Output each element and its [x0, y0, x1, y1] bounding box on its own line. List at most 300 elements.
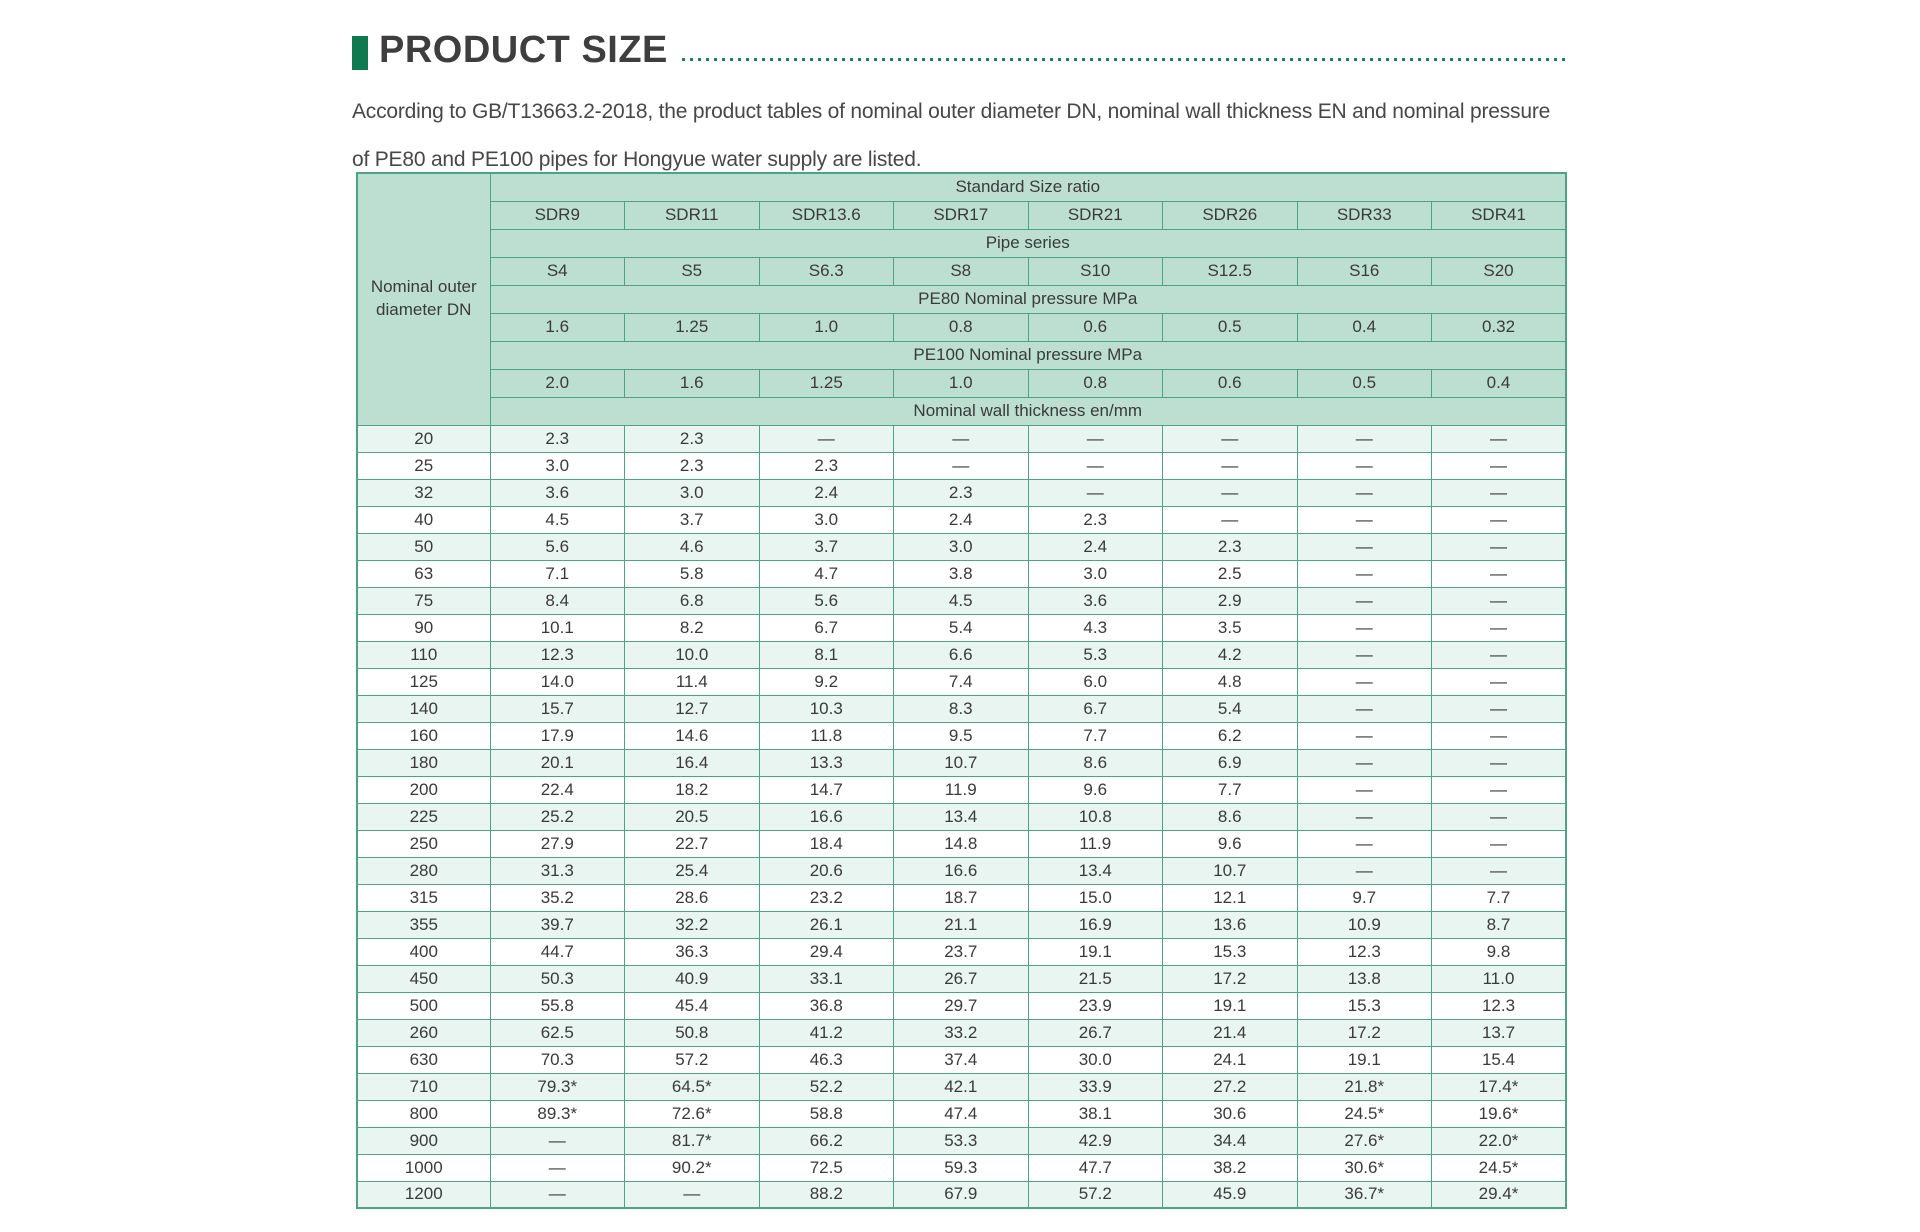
column-header-cell: 0.5 [1297, 369, 1432, 397]
value-cell: 33.2 [894, 1019, 1029, 1046]
column-header-cell: 1.0 [759, 313, 894, 341]
value-cell: 18.7 [894, 884, 1029, 911]
value-cell: 2.9 [1163, 587, 1298, 614]
value-cell: — [1297, 722, 1432, 749]
value-cell: 3.8 [894, 560, 1029, 587]
value-cell: 42.1 [894, 1073, 1029, 1100]
value-cell: 3.7 [625, 506, 760, 533]
value-cell: 44.7 [490, 938, 625, 965]
table-row [357, 587, 1566, 614]
value-cell: 62.5 [490, 1019, 625, 1046]
value-cell: 17.9 [490, 722, 625, 749]
value-cell: 20.6 [759, 857, 894, 884]
value-cell: 16.4 [625, 749, 760, 776]
column-header-cell: 0.8 [1028, 369, 1163, 397]
value-cell: 10.8 [1028, 803, 1163, 830]
value-cell: — [625, 1181, 760, 1208]
value-cell: 11.4 [625, 668, 760, 695]
value-cell: 26.1 [759, 911, 894, 938]
value-cell: — [1297, 695, 1432, 722]
value-cell: 6.6 [894, 641, 1029, 668]
value-cell: 6.9 [1163, 749, 1298, 776]
value-cell: 17.2 [1163, 965, 1298, 992]
value-cell: 3.0 [1028, 560, 1163, 587]
value-cell: — [1432, 533, 1567, 560]
dn-cell: 125 [357, 668, 490, 695]
value-cell: 28.6 [625, 884, 760, 911]
table-row [357, 803, 1566, 830]
value-cell: 21.5 [1028, 965, 1163, 992]
value-cell: 88.2 [759, 1181, 894, 1208]
value-cell: 26.7 [894, 965, 1029, 992]
header-row [357, 369, 1566, 397]
value-cell: 20.5 [625, 803, 760, 830]
dn-cell: 25 [357, 452, 490, 479]
table-row [357, 911, 1566, 938]
table-row [357, 1181, 1566, 1208]
value-cell: 13.4 [1028, 857, 1163, 884]
value-cell: 25.2 [490, 803, 625, 830]
value-cell: 2.3 [1163, 533, 1298, 560]
column-header-cell: 2.0 [490, 369, 625, 397]
value-cell: 21.4 [1163, 1019, 1298, 1046]
band-header-cell: Standard Size ratio [490, 173, 1566, 201]
value-cell: 24.1 [1163, 1046, 1298, 1073]
dn-cell: 280 [357, 857, 490, 884]
value-cell: 12.1 [1163, 884, 1298, 911]
value-cell: 17.2 [1297, 1019, 1432, 1046]
value-cell: 45.4 [625, 992, 760, 1019]
value-cell: 6.8 [625, 587, 760, 614]
value-cell: 4.2 [1163, 641, 1298, 668]
value-cell: 10.7 [1163, 857, 1298, 884]
value-cell: — [1163, 479, 1298, 506]
dn-cell: 1000 [357, 1154, 490, 1181]
value-cell: 2.5 [1163, 560, 1298, 587]
value-cell: — [1432, 560, 1567, 587]
value-cell: — [1432, 452, 1567, 479]
table-row [357, 749, 1566, 776]
band-header-cell: PE100 Nominal pressure MPa [490, 341, 1566, 369]
value-cell: 42.9 [1028, 1127, 1163, 1154]
value-cell: 58.8 [759, 1100, 894, 1127]
table-row [357, 560, 1566, 587]
dn-cell: 140 [357, 695, 490, 722]
value-cell: 72.6* [625, 1100, 760, 1127]
value-cell: 41.2 [759, 1019, 894, 1046]
dn-cell: 450 [357, 965, 490, 992]
column-header-cell: 1.0 [894, 369, 1029, 397]
value-cell: 36.7* [1297, 1181, 1432, 1208]
value-cell: 31.3 [490, 857, 625, 884]
column-header-cell: SDR41 [1432, 201, 1567, 229]
value-cell: 66.2 [759, 1127, 894, 1154]
value-cell: — [1028, 452, 1163, 479]
column-header-cell: 1.25 [759, 369, 894, 397]
table-row [357, 830, 1566, 857]
value-cell: 13.8 [1297, 965, 1432, 992]
value-cell: 15.0 [1028, 884, 1163, 911]
value-cell: — [490, 1127, 625, 1154]
table-row [357, 1154, 1566, 1181]
value-cell: 29.4* [1432, 1181, 1567, 1208]
value-cell: 72.5 [759, 1154, 894, 1181]
value-cell: 19.1 [1163, 992, 1298, 1019]
value-cell: — [894, 452, 1029, 479]
product-size-table [356, 172, 1567, 1209]
value-cell: — [1432, 425, 1567, 452]
value-cell: 23.2 [759, 884, 894, 911]
column-header-cell: 1.6 [490, 313, 625, 341]
value-cell: 67.9 [894, 1181, 1029, 1208]
value-cell: — [894, 425, 1029, 452]
value-cell: — [1297, 803, 1432, 830]
value-cell: 3.0 [625, 479, 760, 506]
value-cell: 33.1 [759, 965, 894, 992]
column-header-cell: 0.5 [1163, 313, 1298, 341]
column-header-cell: SDR13.6 [759, 201, 894, 229]
value-cell: — [1432, 587, 1567, 614]
table-row [357, 479, 1566, 506]
value-cell: 18.2 [625, 776, 760, 803]
value-cell: 2.3 [894, 479, 1029, 506]
band-header-cell: PE80 Nominal pressure MPa [490, 285, 1566, 313]
value-cell: 45.9 [1163, 1181, 1298, 1208]
value-cell: 10.3 [759, 695, 894, 722]
value-cell: 3.7 [759, 533, 894, 560]
value-cell: 19.6* [1432, 1100, 1567, 1127]
value-cell: 38.1 [1028, 1100, 1163, 1127]
value-cell: 16.6 [894, 857, 1029, 884]
dn-cell: 315 [357, 884, 490, 911]
column-header-cell: 1.6 [625, 369, 760, 397]
value-cell: 7.1 [490, 560, 625, 587]
table-row [357, 533, 1566, 560]
dn-cell: 110 [357, 641, 490, 668]
value-cell: — [1297, 641, 1432, 668]
value-cell: 2.3 [490, 425, 625, 452]
title-accent-bar [352, 36, 368, 70]
value-cell: 70.3 [490, 1046, 625, 1073]
value-cell: 23.9 [1028, 992, 1163, 1019]
value-cell: 47.4 [894, 1100, 1029, 1127]
value-cell: 30.0 [1028, 1046, 1163, 1073]
column-header-cell: 0.6 [1163, 369, 1298, 397]
column-header-cell: 0.4 [1432, 369, 1567, 397]
value-cell: 14.7 [759, 776, 894, 803]
value-cell: — [1432, 668, 1567, 695]
intro-paragraph [352, 88, 1612, 184]
table-row [357, 857, 1566, 884]
table-row [357, 695, 1566, 722]
dn-cell: 630 [357, 1046, 490, 1073]
value-cell: — [1163, 506, 1298, 533]
value-cell: 5.8 [625, 560, 760, 587]
value-cell: — [1297, 668, 1432, 695]
value-cell: 36.8 [759, 992, 894, 1019]
dn-cell: 32 [357, 479, 490, 506]
band-header-cell: Nominal wall thickness en/mm [490, 397, 1566, 425]
value-cell: 6.0 [1028, 668, 1163, 695]
value-cell: 19.1 [1028, 938, 1163, 965]
dn-cell: 900 [357, 1127, 490, 1154]
value-cell: — [1297, 533, 1432, 560]
value-cell: 18.4 [759, 830, 894, 857]
value-cell: 55.8 [490, 992, 625, 1019]
value-cell: 21.1 [894, 911, 1029, 938]
value-cell: 37.4 [894, 1046, 1029, 1073]
value-cell: 5.6 [490, 533, 625, 560]
value-cell: 7.7 [1028, 722, 1163, 749]
dotted-rule [682, 58, 1568, 61]
value-cell: 17.4* [1432, 1073, 1567, 1100]
dn-cell: 50 [357, 533, 490, 560]
column-header-cell: S5 [625, 257, 760, 285]
column-header-cell: 0.32 [1432, 313, 1567, 341]
value-cell: 14.6 [625, 722, 760, 749]
value-cell: 9.6 [1163, 830, 1298, 857]
column-header-cell: 0.6 [1028, 313, 1163, 341]
value-cell: 2.3 [1028, 506, 1163, 533]
value-cell: 12.7 [625, 695, 760, 722]
value-cell: 13.3 [759, 749, 894, 776]
value-cell: 6.7 [1028, 695, 1163, 722]
value-cell: — [1297, 614, 1432, 641]
section-header [352, 26, 1568, 70]
value-cell: 14.0 [490, 668, 625, 695]
value-cell: 9.5 [894, 722, 1029, 749]
value-cell: 29.7 [894, 992, 1029, 1019]
value-cell: — [1028, 425, 1163, 452]
value-cell: 11.8 [759, 722, 894, 749]
value-cell: 47.7 [1028, 1154, 1163, 1181]
table-row [357, 1100, 1566, 1127]
value-cell: — [490, 1154, 625, 1181]
value-cell: 50.8 [625, 1019, 760, 1046]
value-cell: 5.3 [1028, 641, 1163, 668]
band-header-cell: Pipe series [490, 229, 1566, 257]
value-cell: — [1432, 614, 1567, 641]
column-header-cell: 0.8 [894, 313, 1029, 341]
value-cell: 24.5* [1297, 1100, 1432, 1127]
value-cell: 21.8* [1297, 1073, 1432, 1100]
value-cell: 14.8 [894, 830, 1029, 857]
dn-cell: 225 [357, 803, 490, 830]
dn-cell: 355 [357, 911, 490, 938]
value-cell: — [1297, 749, 1432, 776]
value-cell: — [1432, 830, 1567, 857]
value-cell: — [1297, 560, 1432, 587]
value-cell: 7.7 [1432, 884, 1567, 911]
value-cell: — [1163, 452, 1298, 479]
value-cell: — [1297, 776, 1432, 803]
value-cell: 4.6 [625, 533, 760, 560]
header-row [357, 341, 1566, 369]
page-title: PRODUCT SIZE [379, 29, 668, 71]
header-row [357, 257, 1566, 285]
column-header-cell: S16 [1297, 257, 1432, 285]
value-cell: 4.5 [490, 506, 625, 533]
table-row [357, 452, 1566, 479]
header-row [357, 285, 1566, 313]
column-header-cell: 0.4 [1297, 313, 1432, 341]
column-header-cell: SDR17 [894, 201, 1029, 229]
value-cell: 3.0 [894, 533, 1029, 560]
value-cell: 4.5 [894, 587, 1029, 614]
dn-cell: 260 [357, 1019, 490, 1046]
value-cell: 3.0 [490, 452, 625, 479]
value-cell: 16.9 [1028, 911, 1163, 938]
value-cell: 19.1 [1297, 1046, 1432, 1073]
table-row [357, 722, 1566, 749]
value-cell: — [1297, 506, 1432, 533]
value-cell: 32.2 [625, 911, 760, 938]
value-cell: 7.7 [1163, 776, 1298, 803]
value-cell: 64.5* [625, 1073, 760, 1100]
table-row [357, 425, 1566, 452]
value-cell: 10.1 [490, 614, 625, 641]
value-cell: 15.3 [1297, 992, 1432, 1019]
value-cell: — [1432, 695, 1567, 722]
column-header-cell: S10 [1028, 257, 1163, 285]
column-header-cell: S8 [894, 257, 1029, 285]
value-cell: — [1432, 641, 1567, 668]
dn-cell: 1200 [357, 1181, 490, 1208]
value-cell: — [1163, 425, 1298, 452]
column-header-cell: SDR11 [625, 201, 760, 229]
table-row [357, 1019, 1566, 1046]
column-header-cell: SDR33 [1297, 201, 1432, 229]
value-cell: 3.0 [759, 506, 894, 533]
value-cell: 8.7 [1432, 911, 1567, 938]
dn-cell: 250 [357, 830, 490, 857]
table-body [357, 425, 1566, 1208]
value-cell: 5.6 [759, 587, 894, 614]
value-cell: 4.3 [1028, 614, 1163, 641]
value-cell: 40.9 [625, 965, 760, 992]
table-row [357, 992, 1566, 1019]
table-row [357, 1127, 1566, 1154]
column-header-cell: S6.3 [759, 257, 894, 285]
value-cell: 59.3 [894, 1154, 1029, 1181]
header-row [357, 201, 1566, 229]
header-row [357, 313, 1566, 341]
value-cell: 16.6 [759, 803, 894, 830]
value-cell: 13.7 [1432, 1019, 1567, 1046]
table-header [357, 173, 1566, 425]
value-cell: — [1297, 587, 1432, 614]
value-cell: 12.3 [1297, 938, 1432, 965]
value-cell: 8.6 [1163, 803, 1298, 830]
value-cell: 6.2 [1163, 722, 1298, 749]
table-row [357, 965, 1566, 992]
table-row [357, 668, 1566, 695]
value-cell: 2.4 [1028, 533, 1163, 560]
product-size-table-wrapper [356, 172, 1567, 1209]
dn-cell: 40 [357, 506, 490, 533]
value-cell: — [759, 425, 894, 452]
dn-cell: 75 [357, 587, 490, 614]
value-cell: 8.3 [894, 695, 1029, 722]
value-cell: — [1432, 722, 1567, 749]
value-cell: 11.0 [1432, 965, 1567, 992]
value-cell: 24.5* [1432, 1154, 1567, 1181]
intro-line-1: According to GB/T13663.2-2018, the product tables of nominal outer diameter DN, nominal wall thickness EN and nominal pressure [352, 100, 1551, 123]
dn-cell: 63 [357, 560, 490, 587]
value-cell: 3.5 [1163, 614, 1298, 641]
value-cell: 27.9 [490, 830, 625, 857]
value-cell: 20.1 [490, 749, 625, 776]
dn-cell: 800 [357, 1100, 490, 1127]
table-row [357, 776, 1566, 803]
value-cell: 27.2 [1163, 1073, 1298, 1100]
table-row [357, 506, 1566, 533]
value-cell: 11.9 [894, 776, 1029, 803]
dn-cell: 20 [357, 425, 490, 452]
value-cell: 29.4 [759, 938, 894, 965]
intro-line-2: of PE80 and PE100 pipes for Hongyue water supply are listed. [352, 148, 922, 171]
value-cell: 10.9 [1297, 911, 1432, 938]
value-cell: 13.4 [894, 803, 1029, 830]
value-cell: — [1028, 479, 1163, 506]
value-cell: 8.4 [490, 587, 625, 614]
dn-cell: 400 [357, 938, 490, 965]
value-cell: — [1297, 830, 1432, 857]
dn-cell: 160 [357, 722, 490, 749]
value-cell: 9.6 [1028, 776, 1163, 803]
value-cell: 10.0 [625, 641, 760, 668]
dn-cell: 710 [357, 1073, 490, 1100]
table-row [357, 641, 1566, 668]
value-cell: 33.9 [1028, 1073, 1163, 1100]
value-cell: 2.3 [759, 452, 894, 479]
value-cell: — [1432, 803, 1567, 830]
value-cell: 5.4 [1163, 695, 1298, 722]
value-cell: 22.7 [625, 830, 760, 857]
value-cell: 34.4 [1163, 1127, 1298, 1154]
table-row [357, 1046, 1566, 1073]
value-cell: — [1432, 749, 1567, 776]
value-cell: 2.3 [625, 452, 760, 479]
value-cell: 3.6 [490, 479, 625, 506]
column-header-cell: S12.5 [1163, 257, 1298, 285]
value-cell: — [1432, 857, 1567, 884]
dn-cell: 90 [357, 614, 490, 641]
value-cell: 57.2 [625, 1046, 760, 1073]
value-cell: 7.4 [894, 668, 1029, 695]
header-row [357, 173, 1566, 201]
value-cell: 10.7 [894, 749, 1029, 776]
value-cell: 13.6 [1163, 911, 1298, 938]
value-cell: 90.2* [625, 1154, 760, 1181]
value-cell: 2.3 [625, 425, 760, 452]
value-cell: 2.4 [894, 506, 1029, 533]
value-cell: 89.3* [490, 1100, 625, 1127]
value-cell: 22.4 [490, 776, 625, 803]
value-cell: 15.3 [1163, 938, 1298, 965]
value-cell: 36.3 [625, 938, 760, 965]
value-cell: 81.7* [625, 1127, 760, 1154]
value-cell: 2.4 [759, 479, 894, 506]
value-cell: 9.7 [1297, 884, 1432, 911]
value-cell: — [1432, 776, 1567, 803]
value-cell: 39.7 [490, 911, 625, 938]
value-cell: 8.2 [625, 614, 760, 641]
value-cell: 30.6* [1297, 1154, 1432, 1181]
column-header-cell: S20 [1432, 257, 1567, 285]
column-header-cell: 1.25 [625, 313, 760, 341]
table-row [357, 938, 1566, 965]
